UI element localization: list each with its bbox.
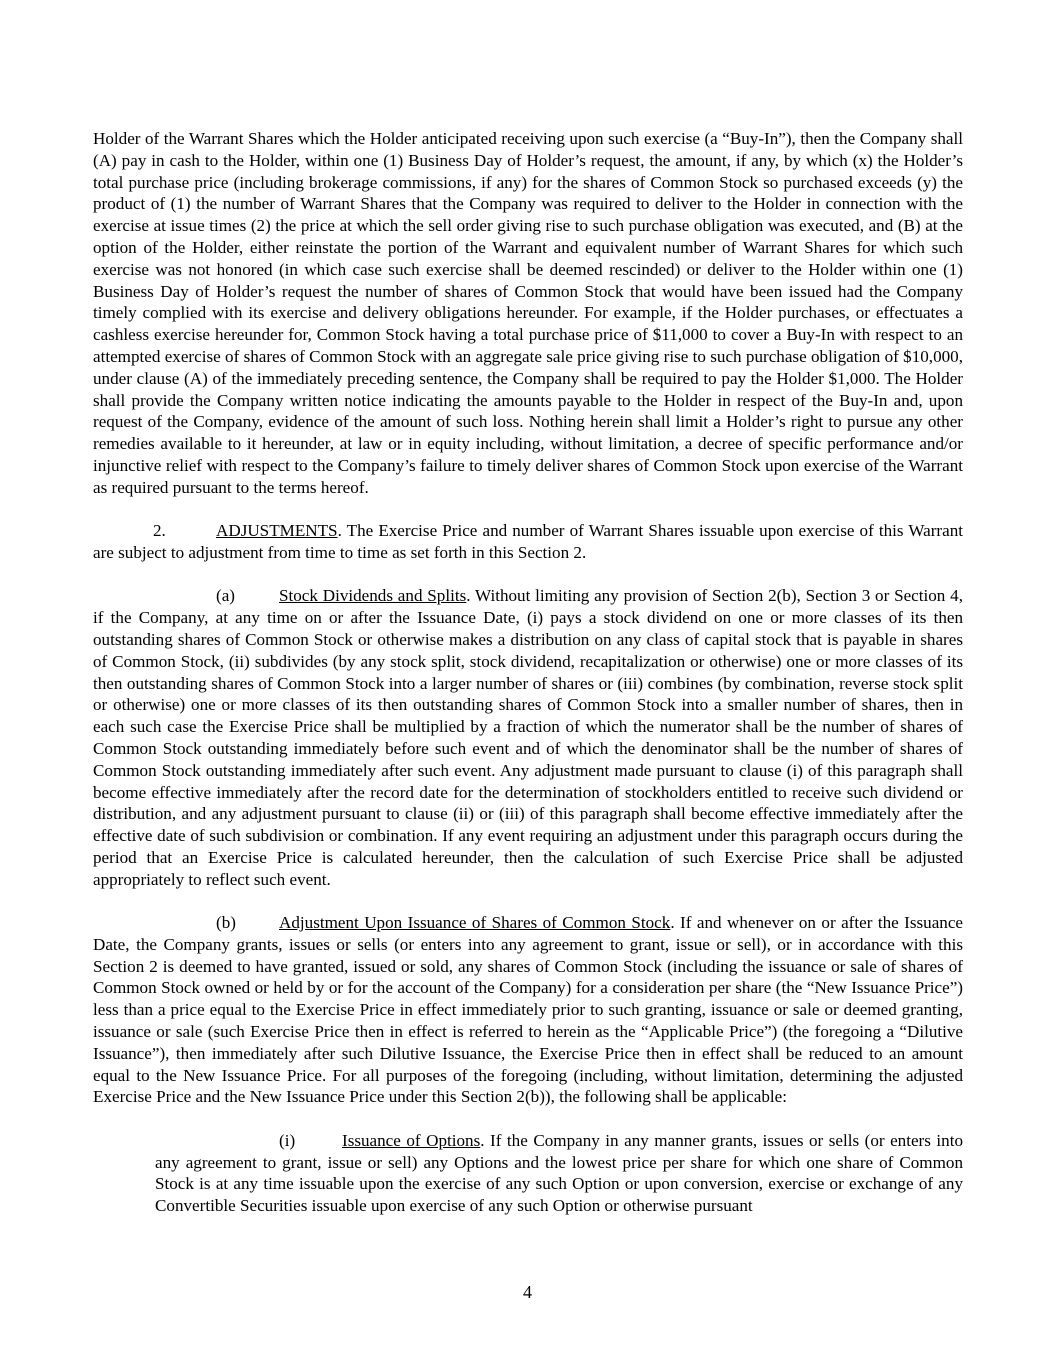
section-2-heading: ADJUSTMENTS [216,521,338,541]
section-2-number: 2. [153,521,166,541]
section-2b-heading: Adjustment Upon Issuance of Shares of Common Stock [279,913,671,933]
section-2a-number: (a) [216,586,235,606]
section-2b-i-text: . If the Company in any manner grants, issues or sells (or enters into any agreement to grant, issue or sell) any Options and the lowest price per share for which one share of Common Stock is at any time issuable upon the exercise of any such Option or upon conversion, exercise or exchange of any Convertible Securities issuable upon exercise of any such Option or otherwise pursuant [155,1130,963,1216]
section-2b-i-heading: Issuance of Options [342,1130,481,1150]
buy-in-text: Holder of the Warrant Shares which the Holder anticipated receiving upon such exercise (a “Buy-In”), then the Company shall (A) pay in cash to the Holder, within one (1) Business Day of Holder’s request, the amount, if any, by which (x) the Holder’s total purchase price (including brokerage commissions, if any) for the shares of Common Stock so purchased exceeds (y) the product of (1) the number of Warrant Shares that the Company was required to deliver to the Holder in connection with the exercise at issue times (2) the price at which the sell order giving rise to such purchase obligation was executed, and (B) at the option of the Holder, either reinstate the portion of the Warrant and equivalent number of Warrant Shares for which such exercise was not honored (in which case such exercise shall be deemed rescinded) or deliver to the Holder within one (1) Business Day of Holder’s request the number of shares of Common Stock that would have been issued had the Company timely complied with its exercise and delivery obligations hereunder. For example, if the Holder purchases, or effectuates a cashless exercise hereunder for, Common Stock having a total purchase price of $11,000 to cover a Buy-In with respect to an attempted exercise of shares of Common Stock with an aggregate sale price giving rise to such purchase obligation of $10,000, under clause (A) of the immediately preceding sentence, the Company shall be required to pay the Holder $1,000. The Holder shall provide the Company written notice indicating the amounts payable to the Holder in respect of the Buy-In and, upon request of the Company, evidence of the amount of such loss. Nothing herein shall limit a Holder’s right to pursue any other remedies available to it hereunder, at law or in equity including, without limitation, a decree of specific performance and/or injunctive relief with respect to the Company’s failure to timely deliver shares of Common Stock upon exercise of the Warrant as required pursuant to the terms hereof. [93,129,963,497]
section-2b-number: (b) [216,913,236,933]
section-2b-text: . If and whenever on or after the Issuance Date, the Company grants, issues or sells (or enters into any agreement to grant, issue or sell), or in accordance with this Section 2 is deemed to have granted, issued or sold, any shares of Common Stock (including the issuance or sale of shares of Common Stock owned or held by or for the account of the Company) for a consideration per share (the “New Issuance Price”) less than a price equal to the Exercise Price in effect immediately prior to such granting, issuance or sale or deemed granting, issuance or sale (such Exercise Price then in effect is referred to herein as the “Applicable Price”) (the foregoing a “Dilutive Issuance”), then immediately after such Dilutive Issuance, the Exercise Price then in effect shall be reduced to an amount equal to the New Issuance Price. For all purposes of the foregoing (including, without limitation, determining the adjusted Exercise Price and the New Issuance Price under this Section 2(b)), the following shall be applicable: [93,913,964,1107]
section-2b-i-number: (i) [279,1130,296,1150]
buy-in-paragraph [93,128,963,499]
section-2a-heading: Stock Dividends and Splits [279,586,467,606]
section-2-text: . The Exercise Price and number of Warrant Shares issuable upon exercise of this Warrant are subject to adjustment from time to time as set forth in this Section 2. [93,521,963,562]
section-2-paragraph [93,520,963,564]
section-2a-text: . Without limiting any provision of Section 2(b), Section 3 or Section 4, if the Company, at any time on or after the Issuance Date, (i) pays a stock dividend on one or more classes of its then outstanding shares of Common Stock or otherwise makes a distribution on any class of capital stock that is payable in shares of Common Stock, (ii) subdivides (by any stock split, stock dividend, recapitalization or otherwise) one or more classes of its then outstanding shares of Common Stock into a larger number of shares or (iii) combines (by combination, reverse stock split or otherwise) one or more classes of its then outstanding shares of Common Stock into a smaller number of shares, then in each such case the Exercise Price shall be multiplied by a fraction of which the numerator shall be the number of shares of Common Stock outstanding immediately before such event and of which the denominator shall be the number of shares of Common Stock outstanding immediately after such event. Any adjustment made pursuant to clause (i) of this paragraph shall become effective immediately after the record date for the determination of stockholders entitled to receive such dividend or distribution, and any adjustment pursuant to clause (ii) or (iii) of this paragraph shall become effective immediately after the effective date of such subdivision or combination. If any event requiring an adjustment under this paragraph occurs during the period that an Exercise Price is calculated hereunder, then the calculation of such Exercise Price shall be adjusted appropriately to reflect such event. [93,586,963,889]
section-2b-i-paragraph [155,1130,963,1217]
section-2a-paragraph [93,585,963,890]
document-body [93,128,963,1217]
page-number: 4 [523,1282,532,1302]
section-2b-paragraph [93,912,963,1108]
